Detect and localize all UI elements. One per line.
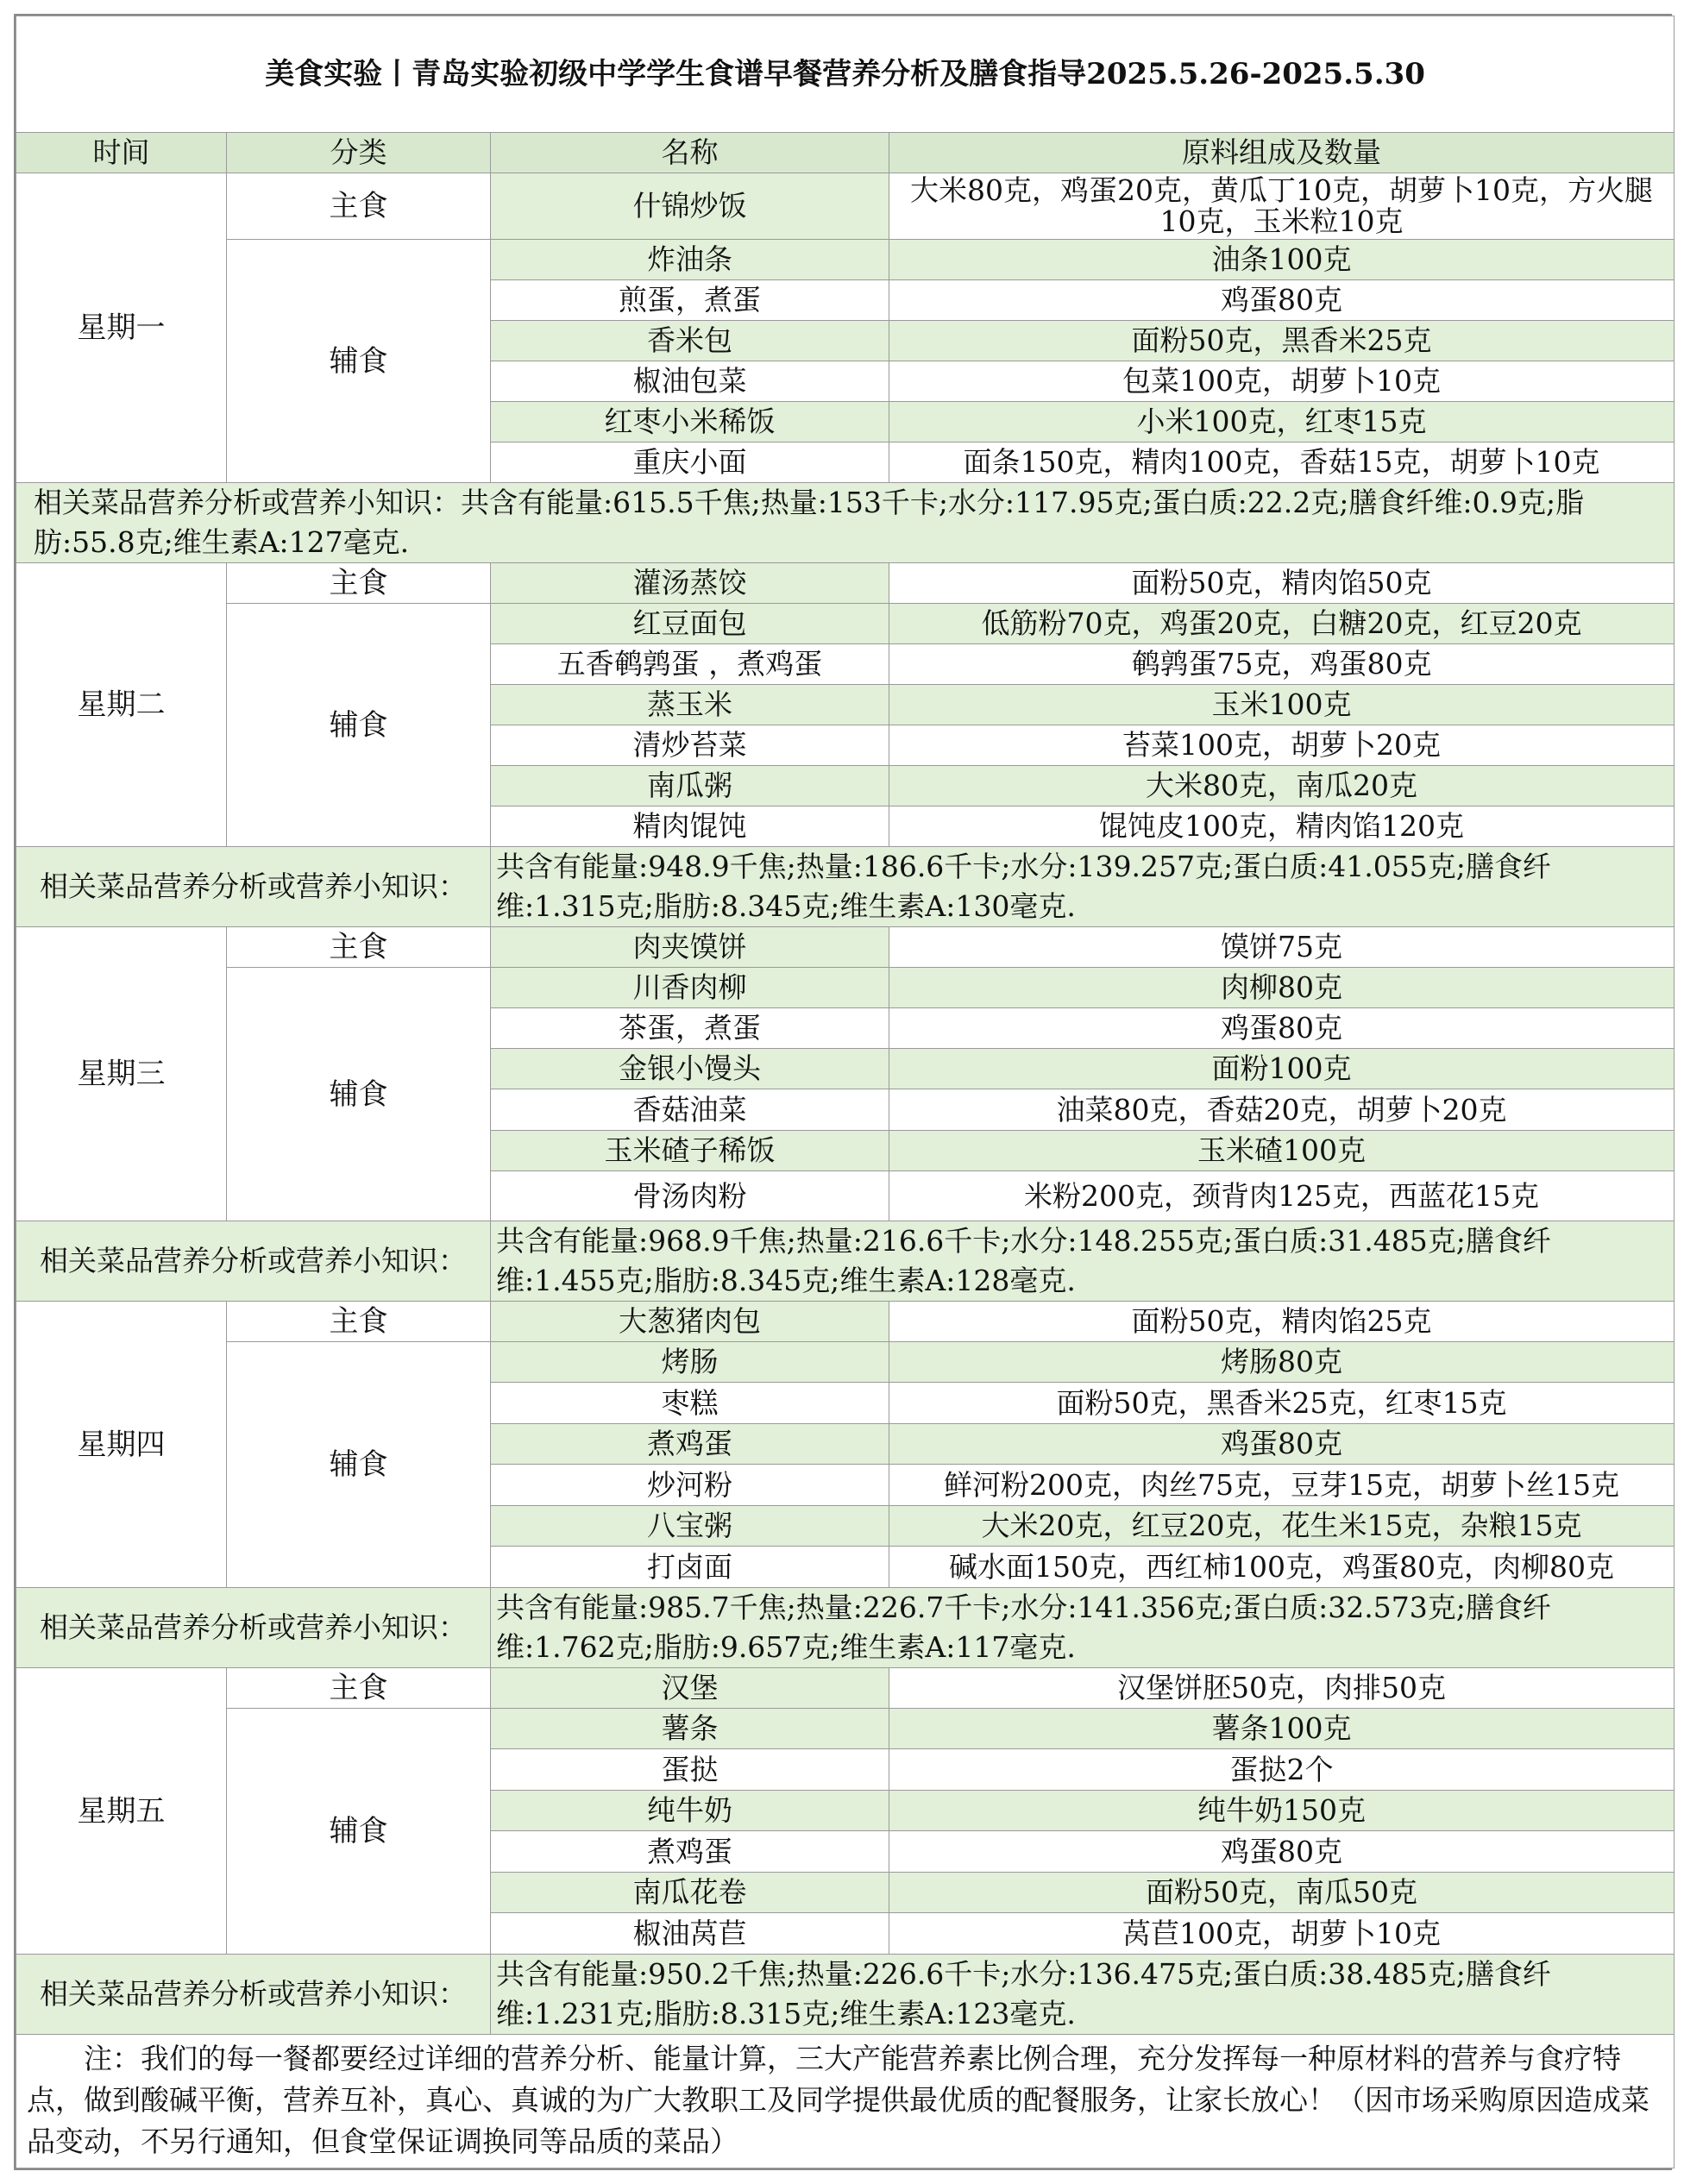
dish-name: 蛋挞 [491,1749,889,1791]
category-side: 辅食 [227,1342,491,1588]
dish-ingredients: 油条100克 [889,240,1675,280]
dish-name: 南瓜粥 [491,766,889,806]
dish-ingredients: 油菜80克，香菇20克，胡萝卜20克 [889,1089,1675,1131]
dish-name: 八宝粥 [491,1506,889,1547]
dish-name: 茶蛋，煮蛋 [491,1008,889,1049]
dish-name: 灌汤蒸饺 [491,563,889,604]
dish-ingredients: 面粉50克，精肉馅50克 [889,563,1675,604]
nutrition-row [16,1588,1675,1668]
dish-name: 金银小馒头 [491,1049,889,1089]
menu-table [16,16,1675,2168]
dish-name: 清炒苔菜 [491,725,889,766]
menu-row-main [16,563,1675,604]
dish-ingredients: 米粉200克，颈背肉125克，西蓝花15克 [889,1171,1675,1221]
footer-note: 注：我们的每一餐都要经过详细的营养分析、能量计算，三大产能营养素比例合理，充分发挥每一种原材料的营养与食疗特点，做到酸碱平衡，营养互补，真心、真诚的为广大教职工及同学提供最优质的配餐服务，让家长放心！（因市场采购原因造成菜品变动，不另行通知，但食堂保证调换同等品质的菜品） [16,2035,1675,2168]
dish-ingredients: 大米80克，南瓜20克 [889,766,1675,806]
nutrition-row [16,1221,1675,1302]
dish-ingredients: 大米20克，红豆20克，花生米15克，杂粮15克 [889,1506,1675,1547]
dish-ingredients: 包菜100克，胡萝卜10克 [889,361,1675,402]
dish-name: 薯条 [491,1709,889,1749]
nutrition-label: 相关菜品营养分析或营养小知识： [16,1955,491,2035]
header-ingredients: 原料组成及数量 [889,133,1675,173]
dish-ingredients: 肉柳80克 [889,968,1675,1008]
menu-row-main [16,1668,1675,1709]
menu-row-side [16,604,1675,644]
nutrition-row [16,1955,1675,2035]
dish-name: 烤肠 [491,1342,889,1383]
menu-row-main [16,173,1675,240]
dish-ingredients: 鸡蛋80克 [889,1008,1675,1049]
dish-name: 红枣小米稀饭 [491,402,889,442]
dish-name: 重庆小面 [491,442,889,483]
dish-ingredients: 大米80克，鸡蛋20克，黄瓜丁10克，胡萝卜10克，方火腿10克，玉米粒10克 [889,173,1675,240]
dish-name: 五香鹌鹑蛋 ，煮鸡蛋 [491,644,889,685]
dish-ingredients: 馄饨皮100克，精肉馅120克 [889,806,1675,847]
dish-name: 红豆面包 [491,604,889,644]
dish-name: 纯牛奶 [491,1791,889,1831]
dish-name: 川香肉柳 [491,968,889,1008]
dish-name: 香米包 [491,321,889,361]
nutrition-label: 相关菜品营养分析或营养小知识： [16,1588,491,1668]
menu-row-side [16,1709,1675,1749]
nutrition-label: 相关菜品营养分析或营养小知识： [34,486,461,519]
dish-ingredients: 面粉50克，黑香米25克，红枣15克 [889,1383,1675,1424]
dish-ingredients: 碱水面150克，西红柿100克，鸡蛋80克，肉柳80克 [889,1547,1675,1588]
category-side: 辅食 [227,968,491,1221]
menu-sheet [14,14,1672,2170]
page-title: 美食实验丨青岛实验初级中学学生食谱早餐营养分析及膳食指导2025.5.26-2025.5.30 [16,16,1675,133]
nutrition-text: 共含有能量:615.5千焦;热量:153千卡;水分:117.95克;蛋白质:22.2克;膳食纤维:0.9克;脂肪:55.8克;维生素A:127毫克. [34,486,1585,559]
dish-name: 什锦炒饭 [491,173,889,240]
nutrition-row [16,847,1675,927]
dish-name: 打卤面 [491,1547,889,1588]
dish-name: 煎蛋，煮蛋 [491,280,889,321]
dish-ingredients: 面粉100克 [889,1049,1675,1089]
category-main: 主食 [227,1668,491,1709]
dish-name: 煮鸡蛋 [491,1831,889,1873]
category-main: 主食 [227,1302,491,1342]
dish-ingredients: 面粉50克，南瓜50克 [889,1873,1675,1913]
nutrition-label: 相关菜品营养分析或营养小知识： [16,847,491,927]
dish-ingredients: 玉米100克 [889,685,1675,725]
day-label: 星期四 [16,1302,227,1588]
dish-ingredients: 馍饼75克 [889,927,1675,968]
nutrition-label: 相关菜品营养分析或营养小知识： [16,1221,491,1302]
dish-name: 南瓜花卷 [491,1873,889,1913]
note-row [16,2035,1675,2168]
dish-name: 骨汤肉粉 [491,1171,889,1221]
day-label: 星期五 [16,1668,227,1955]
category-main: 主食 [227,927,491,968]
header-name: 名称 [491,133,889,173]
dish-ingredients: 低筋粉70克，鸡蛋20克，白糖20克，红豆20克 [889,604,1675,644]
dish-ingredients: 鹌鹑蛋75克，鸡蛋80克 [889,644,1675,685]
menu-row-main [16,1302,1675,1342]
category-side: 辅食 [227,604,491,847]
dish-name: 肉夹馍饼 [491,927,889,968]
category-side: 辅食 [227,1709,491,1955]
dish-ingredients: 薯条100克 [889,1709,1675,1749]
menu-row-side [16,1342,1675,1383]
day-label: 星期二 [16,563,227,847]
dish-ingredients: 面粉50克，黑香米25克 [889,321,1675,361]
nutrition-cell [16,483,1675,563]
dish-name: 汉堡 [491,1668,889,1709]
dish-ingredients: 玉米碴100克 [889,1131,1675,1171]
menu-row-side [16,968,1675,1008]
dish-ingredients: 面粉50克，精肉馅25克 [889,1302,1675,1342]
nutrition-text: 共含有能量:968.9千焦;热量:216.6千卡;水分:148.255克;蛋白质:31.485克;膳食纤维:1.455克;脂肪:8.345克;维生素A:128毫克. [491,1221,1675,1302]
dish-ingredients: 鸡蛋80克 [889,1831,1675,1873]
dish-ingredients: 小米100克，红枣15克 [889,402,1675,442]
dish-ingredients: 汉堡饼胚50克，肉排50克 [889,1668,1675,1709]
dish-name: 大葱猪肉包 [491,1302,889,1342]
dish-ingredients: 苔菜100克，胡萝卜20克 [889,725,1675,766]
dish-name: 香菇油菜 [491,1089,889,1131]
day-label: 星期一 [16,173,227,483]
dish-ingredients: 鲜河粉200克，肉丝75克，豆芽15克，胡萝卜丝15克 [889,1465,1675,1506]
dish-ingredients: 面条150克，精肉100克，香菇15克，胡萝卜10克 [889,442,1675,483]
header-time: 时间 [16,133,227,173]
dish-name: 炒河粉 [491,1465,889,1506]
dish-name: 椒油莴苣 [491,1913,889,1955]
dish-name: 蒸玉米 [491,685,889,725]
dish-name: 精肉馄饨 [491,806,889,847]
header-category: 分类 [227,133,491,173]
nutrition-text: 共含有能量:985.7千焦;热量:226.7千卡;水分:141.356克;蛋白质:32.573克;膳食纤维:1.762克;脂肪:9.657克;维生素A:117毫克. [491,1588,1675,1668]
category-side: 辅食 [227,240,491,483]
nutrition-text: 共含有能量:948.9千焦;热量:186.6千卡;水分:139.257克;蛋白质:41.055克;膳食纤维:1.315克;脂肪:8.345克;维生素A:130毫克. [491,847,1675,927]
dish-ingredients: 鸡蛋80克 [889,280,1675,321]
dish-name: 椒油包菜 [491,361,889,402]
category-main: 主食 [227,563,491,604]
nutrition-text: 共含有能量:950.2千焦;热量:226.6千卡;水分:136.475克;蛋白质:38.485克;膳食纤维:1.231克;脂肪:8.315克;维生素A:123毫克. [491,1955,1675,2035]
dish-name: 煮鸡蛋 [491,1424,889,1465]
nutrition-row [16,483,1675,563]
dish-name: 炸油条 [491,240,889,280]
category-main: 主食 [227,173,491,240]
dish-ingredients: 鸡蛋80克 [889,1424,1675,1465]
dish-ingredients: 蛋挞2个 [889,1749,1675,1791]
dish-ingredients: 烤肠80克 [889,1342,1675,1383]
dish-name: 玉米碴子稀饭 [491,1131,889,1171]
dish-name: 枣糕 [491,1383,889,1424]
day-label: 星期三 [16,927,227,1221]
menu-row-main [16,927,1675,968]
menu-row-side [16,240,1675,280]
dish-ingredients: 莴苣100克，胡萝卜10克 [889,1913,1675,1955]
dish-ingredients: 纯牛奶150克 [889,1791,1675,1831]
